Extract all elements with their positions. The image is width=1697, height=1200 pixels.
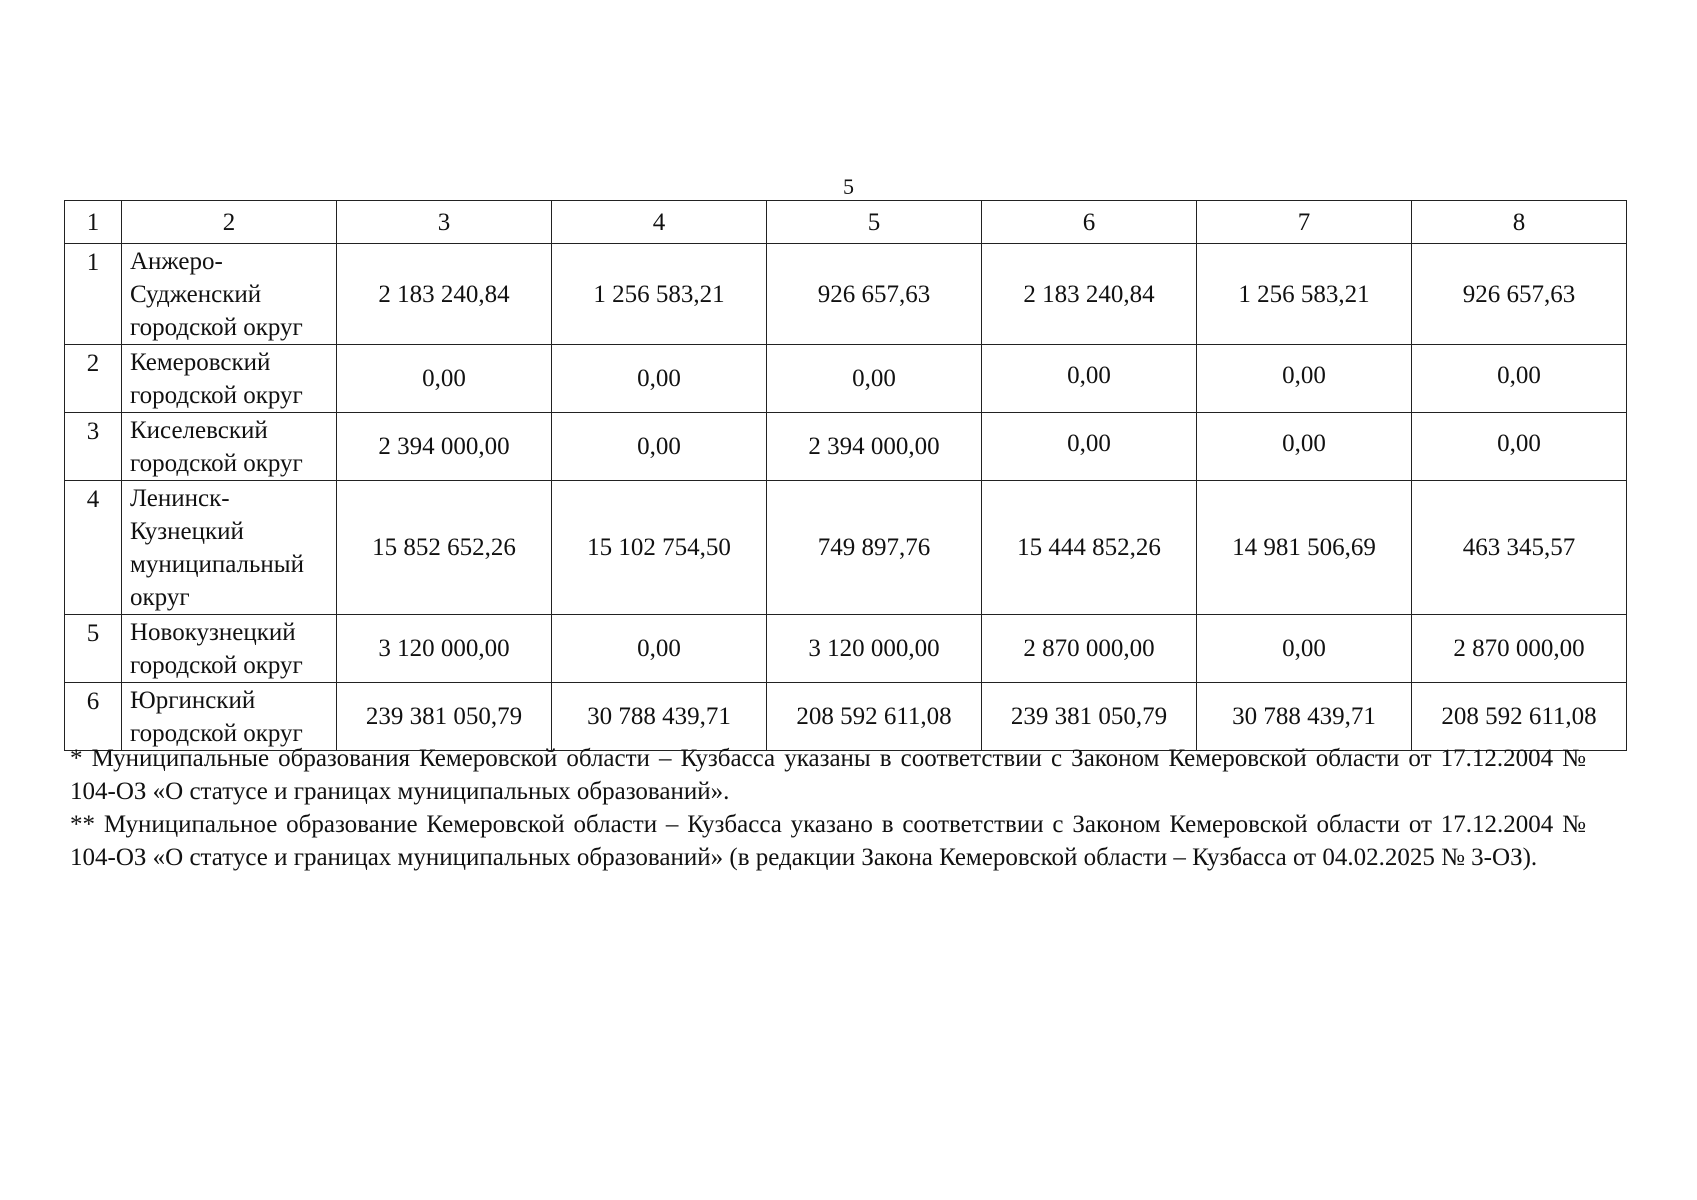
value-cell: 239 381 050,79 — [982, 683, 1197, 751]
footnote-2: ** Муниципальное образование Кемеровской области – Кузбасса указано в соответствии с Законом Кемеровской области от 17.12.2004 № 104-ОЗ «О статусе и границах муниципальных образований» (в редакции Закона Кемеровской области – Кузбасса от 04.02.2025 № 3-ОЗ). — [70, 811, 1586, 871]
column-header: 3 — [337, 201, 552, 244]
value-cell: 239 381 050,79 — [337, 683, 552, 751]
table-row — [65, 615, 1627, 683]
data-table — [64, 200, 1627, 751]
municipality-name: Новокузнецкий городской округ — [122, 615, 337, 683]
value-cell: 2 870 000,00 — [1412, 615, 1627, 683]
value-cell: 14 981 506,69 — [1197, 481, 1412, 615]
value-cell: 30 788 439,71 — [552, 683, 767, 751]
row-number: 3 — [65, 413, 122, 481]
value-cell: 208 592 611,08 — [1412, 683, 1627, 751]
value-cell: 463 345,57 — [1412, 481, 1627, 615]
value-cell: 2 183 240,84 — [337, 244, 552, 345]
value-cell: 2 870 000,00 — [982, 615, 1197, 683]
column-header: 1 — [65, 201, 122, 244]
footnotes — [70, 742, 1586, 874]
municipality-name: Киселевский городской округ — [122, 413, 337, 481]
table-row — [65, 413, 1627, 481]
row-number: 6 — [65, 683, 122, 751]
table-row — [65, 244, 1627, 345]
value-cell: 749 897,76 — [767, 481, 982, 615]
value-cell: 0,00 — [982, 345, 1197, 413]
value-cell: 0,00 — [1197, 615, 1412, 683]
column-header: 6 — [982, 201, 1197, 244]
value-cell: 15 102 754,50 — [552, 481, 767, 615]
value-cell: 30 788 439,71 — [1197, 683, 1412, 751]
value-cell: 2 394 000,00 — [767, 413, 982, 481]
value-cell: 0,00 — [337, 345, 552, 413]
value-cell: 15 852 652,26 — [337, 481, 552, 615]
page-number: 5 — [843, 174, 854, 199]
value-cell: 0,00 — [1412, 413, 1627, 481]
table-header-row — [65, 201, 1627, 244]
value-cell: 0,00 — [1412, 345, 1627, 413]
municipality-name: Кемеровский городской округ — [122, 345, 337, 413]
value-cell: 0,00 — [767, 345, 982, 413]
table-row — [65, 345, 1627, 413]
value-cell: 208 592 611,08 — [767, 683, 982, 751]
row-number: 2 — [65, 345, 122, 413]
row-number: 4 — [65, 481, 122, 615]
value-cell: 0,00 — [552, 615, 767, 683]
value-cell: 1 256 583,21 — [1197, 244, 1412, 345]
value-cell: 15 444 852,26 — [982, 481, 1197, 615]
value-cell: 0,00 — [552, 413, 767, 481]
table-row — [65, 683, 1627, 751]
footnote-1: * Муниципальные образования Кемеровской области – Кузбасса указаны в соответствии с Законом Кемеровской области от 17.12.2004 № 104-ОЗ «О статусе и границах муниципальных образований». — [70, 745, 1586, 805]
row-number: 5 — [65, 615, 122, 683]
value-cell: 3 120 000,00 — [337, 615, 552, 683]
column-header: 8 — [1412, 201, 1627, 244]
value-cell: 926 657,63 — [1412, 244, 1627, 345]
value-cell: 926 657,63 — [767, 244, 982, 345]
column-header: 7 — [1197, 201, 1412, 244]
municipality-name: Юргинский городской округ — [122, 683, 337, 751]
municipality-name: Ленинск-Кузнецкий муниципальный округ — [122, 481, 337, 615]
value-cell: 0,00 — [1197, 413, 1412, 481]
value-cell: 0,00 — [552, 345, 767, 413]
value-cell: 3 120 000,00 — [767, 615, 982, 683]
value-cell: 1 256 583,21 — [552, 244, 767, 345]
row-number: 1 — [65, 244, 122, 345]
column-header: 2 — [122, 201, 337, 244]
value-cell: 2 394 000,00 — [337, 413, 552, 481]
value-cell: 0,00 — [1197, 345, 1412, 413]
municipality-name: Анжеро-Судженский городской округ — [122, 244, 337, 345]
value-cell: 2 183 240,84 — [982, 244, 1197, 345]
value-cell: 0,00 — [982, 413, 1197, 481]
column-header: 5 — [767, 201, 982, 244]
table-row — [65, 481, 1627, 615]
column-header: 4 — [552, 201, 767, 244]
